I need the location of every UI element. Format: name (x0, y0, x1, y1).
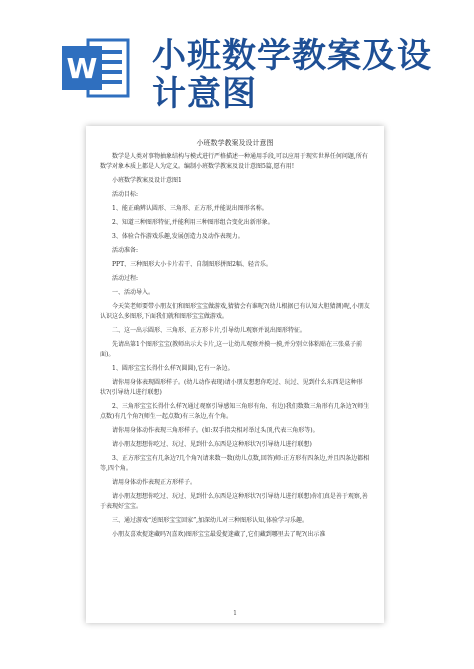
paragraph: 小班数学教案及设计意图1 (112, 177, 182, 184)
paragraph: PPT、三种图形大小卡片若干、自制图形拼图2幅、轻音乐。 (112, 261, 272, 268)
paragraph: 2、知道三种图形特征,并能利用三种图形组合变化出新形象。 (112, 219, 274, 226)
paragraph: 请你用身体动作表现三角形样子。(如:双手指尖相对举过头顶,代表三角形等)。 (112, 427, 319, 434)
paragraph: 3、体验合作游戏乐趣,发展创造力及动作表现力。 (112, 233, 244, 240)
paragraph: 1、能正确辨认圆形、三角形、正方形,并能说出图形名称。 (112, 205, 268, 212)
word-doc-icon (60, 36, 132, 100)
paragraph: 请你用身体表现圆形样子。(幼儿动作表现)请小朋友想想你吃过、玩过、见到什么东西是这种形状?(引导幼儿进行联想) (100, 379, 363, 396)
page-title-line-2: 计意图 (152, 74, 257, 114)
page-title-line-1: 小班数学教案及设 (152, 36, 432, 76)
paragraph: 二、这一出示圆形、三角形、正方形卡片,引导幼儿观察并说出图形特征。 (112, 327, 306, 334)
paragraph: 先请出第1个图形宝宝(教师出示大卡片,这一让幼儿观察并摸一摸,并分别立体粘贴在三张桌子前面)。 (100, 341, 362, 358)
document-title: 小班数学教案及设计意图 (196, 139, 274, 147)
paragraph: 小朋友喜欢捉迷藏吗?(喜欢)图形宝宝最爱捉迷藏了,它们藏到哪里去了呢?(出示准 (112, 531, 326, 538)
paragraph: 请用身体动作表现正方形样子。 (112, 479, 197, 486)
paragraph: 请小朋友想想你吃过、玩过、见到什么东西是这种形状?(引导幼儿进行联想) (112, 441, 312, 448)
paragraph-list (100, 152, 370, 540)
paragraph: 请小朋友想想你吃过、玩过、见到什么东西是这种形状?(引导幼儿进行联想)你们真是善于观察,善于表现好宝宝。 (100, 493, 368, 510)
paragraph: 今天笑老师要带小朋友们和图形宝宝做游戏,猜猜会有谁呢?(幼儿根据已有认知大胆猜测)呢,小朋友认识这么多图形,下面我们就和图形宝宝做游戏。 (100, 303, 370, 320)
page-number: 1 (233, 610, 237, 617)
paragraph: 数学是人类对事物抽象结构与模式进行严格描述一种通用手段,可以应用于现实世界任何问题,所有数学对象本质上都是人为定义。编制小班数学教案及设计意图5篇,愿有用! (100, 153, 368, 170)
paragraph: 活动目标: (112, 191, 139, 198)
paragraph: 2、三角形宝宝长得什么样?(通过观察引导感知三角形有角、有边)我们数数三角形有几条边?(师生点数)有几个角?(师生一起点数)有三条边,有个角。 (100, 403, 370, 420)
paragraph: 三、通过游戏“送图形宝宝回家”,加深幼儿对三种图形认知,体验学习乐趣。 (112, 517, 308, 524)
document-content (100, 138, 370, 544)
paragraph: 一、活动导入。 (112, 289, 155, 296)
paragraph: 1、圆形宝宝长得什么样?(圆圆),它有一条边。 (112, 365, 234, 372)
header-banner (0, 0, 474, 115)
svg-text:W: W (66, 52, 98, 85)
paragraph: 活动准备: (112, 247, 139, 254)
document-page (86, 126, 384, 623)
paragraph: 活动过程: (112, 275, 139, 282)
paragraph: 3、正方形宝宝有几条边?几个角?(请来数一数(幼儿点数,回答)师:正方形有四条边,并且四条边都相等,四个角。 (100, 455, 370, 472)
